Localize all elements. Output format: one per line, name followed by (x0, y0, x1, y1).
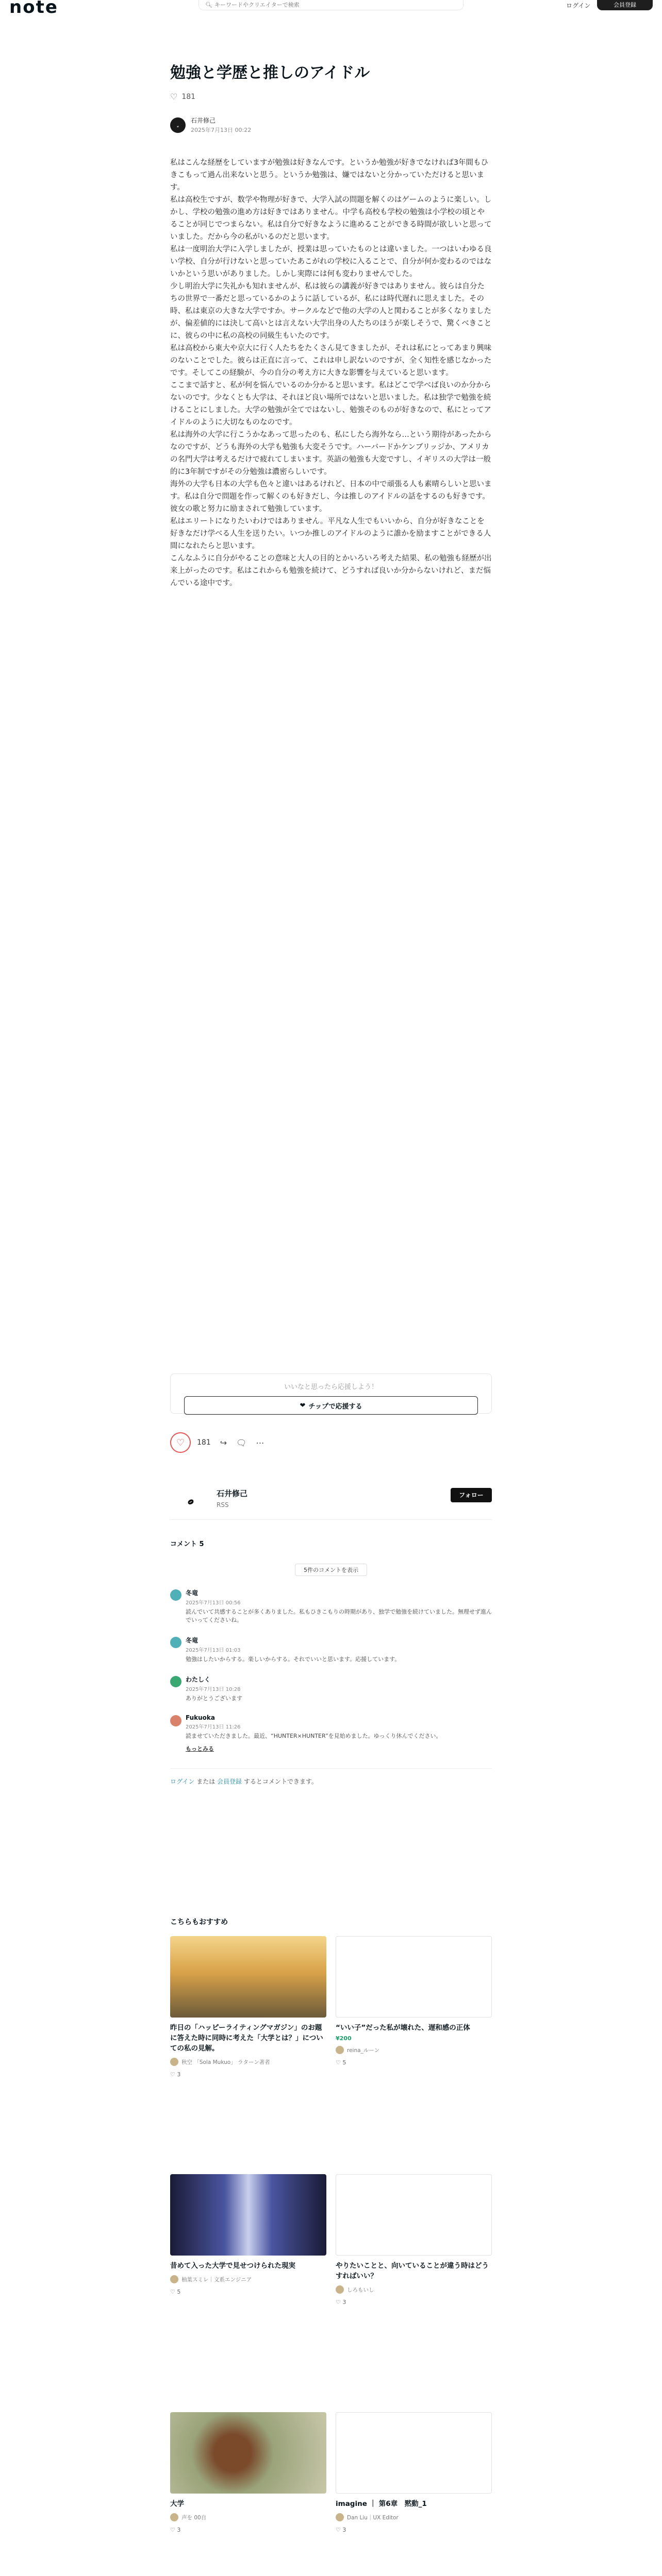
recommend-likes (170, 2289, 326, 2295)
paragraph: 少し明治大学に失礼かも知れませんが、私は彼らの講義が好きではありません。彼らは自分たちの世界で一番だと思っているかのように話しているが、私には時代遅れに思えました。その時、私は東京の大きな大学ですか。サークルなどで他の大学の人と関わることが多くなりましたが、偏差値的には決して高いとは言えない大学出身の人たちのほうが楽しそうで、驚くべきことに、彼らの中に私の高校の同級生もいたのです。 (170, 282, 492, 340)
share-icon[interactable]: ↪ (220, 1437, 227, 1448)
recommend-title[interactable]: 昔めて入った大学で見せつけられた現実 (170, 2262, 295, 2270)
comment-avatar[interactable] (170, 1676, 181, 1687)
recommend-author[interactable]: しろもいし (347, 2286, 374, 2293)
recommend-like-count: 5 (177, 2289, 181, 2295)
author-row (170, 116, 492, 134)
recommend-author[interactable]: Dan Liu｜UX Editor (347, 2514, 399, 2521)
paragraph: ここまで話すと、私が何を悩んでいるのか分かると思います。私はどこで学べば良いのか分からないのです。少なくとも大学は、それほど良い場所ではないと思いました。私は独学で勉強を続けることにしました。大学の勉強が全てではないし、勉強そのものが好きなので、私にとってアイドルのように大切なものなのです。 (170, 381, 491, 427)
recommend-author[interactable]: reina_ルーン (347, 2047, 380, 2054)
recommend-likes (170, 2527, 326, 2533)
recommend-author[interactable]: 秋空 「Sola Mukuo」 ラターン著者 (181, 2059, 270, 2065)
comment-date: 2025年7月13日 10:28 (186, 1687, 241, 1692)
recommend-meta (170, 2513, 326, 2521)
comments-heading: コメント 5 (170, 1540, 204, 1548)
comment-date: 2025年7月13日 00:56 (186, 1600, 241, 1606)
search-input[interactable] (214, 1, 452, 8)
article (170, 62, 492, 589)
heart-icon[interactable]: ♡ (170, 2527, 177, 2533)
paragraph: 私は高校生ですが、数学や物理が好きで、大学入試の問題を解くのはゲームのように楽しい。しかし、学校の勉強の進め方は好きではありません。中学も高校も学校の勉強は小学校の頃とやることが同じでつまらない。私は自分で好きなように進めることができる時間が欲しいと思っていました。だから今の私がいるのだと思います。 (170, 196, 492, 241)
paragraph: 海外の大学も日本の大学も色々と違いはあるけれど、日本の中で頑張る人も素晴らしいと思います。私は自分で問題を作って解くのも好きだし、今は推しのアイドルの話をするのも好きです。彼女の歌と努力に励まされて勉強しています。 (170, 480, 492, 513)
recommend-author-avatar[interactable] (336, 2285, 344, 2294)
profile-card (170, 1479, 492, 1520)
paragraph: 私はエリートになりたいわけではありません。平凡な人生でもいいから、自分が好きなことを好きなだけ学べる人生を送りたい。いつか推しのアイドルのように誰かを励ますことができる人間になれたらと思います。 (170, 517, 491, 550)
heart-icon[interactable]: ♡ (336, 2527, 343, 2533)
recommend-likes (336, 2059, 492, 2066)
recommend-like-count: 3 (177, 2071, 181, 2078)
recommend-author[interactable]: 柚葉スミレ｜文系エンジニア (181, 2276, 252, 2283)
recommend-card[interactable] (336, 2412, 492, 2576)
author-name[interactable]: 石井修己 (191, 117, 216, 124)
follow-button[interactable]: フォロー (451, 1488, 492, 1502)
note-logo[interactable]: note (9, 0, 58, 18)
tip-label: チップで応援する (308, 1402, 362, 1411)
login-note-mid: または (194, 1778, 218, 1785)
profile-name[interactable]: 石井修己 (217, 1489, 248, 1498)
tip-button[interactable] (184, 1396, 478, 1415)
recommend-thumbnail[interactable] (170, 1936, 326, 2018)
heart-icon[interactable]: ♡ (170, 2071, 177, 2078)
paragraph: 私は高校から東大や京大に行く人たちをたくさん見てきましたが、それは私にとってあまり興味のないことでした。彼らは正直に言って、これは申し訳ないのですが、全く知性を感じなかったです。そしてこの経験が、今の自分の考え方に大きな影響を与えていると思います。 (170, 344, 492, 377)
article-likes (170, 92, 492, 101)
comment-item (170, 1636, 492, 1664)
comment-date: 2025年7月13日 01:03 (186, 1648, 241, 1653)
recommend-likes (336, 2299, 492, 2306)
comment-icon[interactable]: 🗨︎ (236, 1437, 247, 1448)
comment-author[interactable]: Fukuoka (186, 1714, 215, 1721)
recommend-card[interactable] (336, 1936, 492, 2158)
comment-avatar[interactable] (170, 1589, 181, 1601)
recommend-author[interactable]: 声を 00自 (181, 2514, 207, 2521)
recommend-title[interactable]: “いい子”だった私が壊れた、遅和感の正体 (336, 2024, 470, 2032)
paragraph: 私は海外の大学に行こうかなあって思ったのも、私にしたら海外なら…という期待があったからなのですが、どうも海外の大学も勉強も大変そうです。ハーバードかケンブリッジか、アメリカの名門大学は考えるだけで疲れてしまいます。英語の勉強も大変ですし、イギリスの大学は一般的に3年制ですがその分勉強は濃密らしいです。 (170, 431, 492, 476)
comment-text: 読ませていただきました。最近、“HUNTER×HUNTER”を見始めました。ゆっくり休んでください。 (186, 1733, 442, 1739)
recommend-meta (336, 2285, 492, 2294)
recommend-author-avatar[interactable] (336, 2513, 344, 2521)
recommend-card[interactable] (170, 2412, 326, 2576)
heart-icon[interactable]: ♡ (170, 2289, 177, 2295)
recommend-section (170, 1917, 492, 2576)
recommend-grid (170, 1936, 492, 2576)
paragraph: こんなふうに自分がやることの意味と大人の目的とかいろいろ考えた結果、私の勉強も経歴が出来上がったのです。私はこれからも勉強を続けて、どうすれば良いか分からないけれど、まだ悩んでいる途中です。 (170, 554, 492, 587)
login-link[interactable]: ログイン (566, 2, 591, 9)
top-header (0, 0, 662, 18)
recommend-title[interactable]: 昨日の「ハッピーライティングマガジン」のお題に答えた時に同時に考えた「大学とは？」についての私の見解。 (170, 2024, 323, 2053)
search-icon: 🔍︎ (205, 2, 212, 8)
support-box (170, 1374, 492, 1414)
comments-section (170, 1538, 492, 1786)
recommend-author-avatar[interactable] (170, 2058, 178, 2066)
avatar[interactable]: 𝅗 (170, 117, 186, 133)
paragraph: 私は一度明治大学に入学しましたが、授業は思っていたものとは違いました。一つはいわゆる良い学校、自分が行けないと思っていたあこがれの学校に入ることで、自分が何か変わるのではないかという思いがありました。しかし実際には何も変わりませんでした。 (170, 245, 492, 278)
login-note (170, 1768, 492, 1786)
comment-item (170, 1675, 492, 1703)
more-icon[interactable]: ⋯ (256, 1437, 264, 1448)
recommend-likes (336, 2527, 492, 2533)
recommend-price: ¥200 (336, 2035, 352, 2042)
recommend-thumbnail[interactable] (336, 2174, 492, 2256)
recommend-card[interactable] (170, 2174, 326, 2396)
signup-button[interactable]: 会員登録 (597, 0, 653, 10)
recommend-author-avatar[interactable] (336, 2046, 344, 2054)
recommend-author-avatar[interactable] (170, 2275, 178, 2283)
comment-text: 読んでいて共感することが多くありました。私もひきこもりの時期があり、独学で勉強を続けていました。無理せず進んでいってくださいね。 (186, 1608, 492, 1623)
support-question: いいなと思ったら応援しよう！ (284, 1383, 378, 1391)
post-date: 2025年7月13日 00:22 (191, 127, 252, 133)
comment-date: 2025年7月13日 11:26 (186, 1724, 241, 1730)
signup-link-inline[interactable]: 会員登録 (217, 1778, 242, 1785)
tip-icon: ❤ (300, 1401, 306, 1410)
comment-avatar[interactable] (170, 1715, 181, 1726)
recommend-card[interactable] (336, 2174, 492, 2396)
like-count: 181 (197, 1438, 211, 1447)
comment-avatar[interactable] (170, 1637, 181, 1648)
recommend-heading: こちらもおすすめ (170, 1918, 228, 1926)
recommend-title[interactable]: imagine ｜ 第6章 黙動_1 (336, 2500, 427, 2508)
recommend-title[interactable]: 大学 (170, 2500, 184, 2508)
like-button[interactable]: ♡ (170, 1432, 191, 1453)
comment-author[interactable]: わたしく (186, 1676, 211, 1683)
comment-text: ありがとうございます (186, 1695, 242, 1702)
recommend-like-count: 3 (177, 2527, 181, 2533)
recommend-meta (170, 2275, 326, 2283)
recommend-thumbnail[interactable] (170, 2174, 326, 2256)
heart-icon[interactable]: ♡ (336, 2059, 343, 2066)
paragraph: 私はこんな経歴をしていますが勉強は好きなんです。というか勉強が好きでなければ3年間もひきこもって過ん出来ないと思う。というか勉強は、嫌ではないと分かっていただけると思います。 (170, 159, 489, 192)
comment-author[interactable]: 冬竜 (186, 1637, 198, 1644)
recommend-thumbnail[interactable] (336, 2412, 492, 2494)
article-title: 勉強と学歴と推しのアイドル (170, 64, 370, 82)
recommend-card[interactable] (170, 1936, 326, 2158)
recommend-author-avatar[interactable] (170, 2513, 178, 2521)
show-all-comments-button[interactable]: 5件のコメントを表示 (295, 1564, 367, 1576)
recommend-like-count: 3 (342, 2527, 346, 2533)
recommend-like-count: 3 (342, 2299, 346, 2306)
recommend-thumbnail[interactable] (170, 2412, 326, 2494)
comment-author[interactable]: 冬竜 (186, 1589, 198, 1597)
recommend-meta (170, 2058, 326, 2066)
comment-text: 勉強はしたいからする。楽しいからする。それでいいと思います。応援しています。 (186, 1656, 401, 1663)
comment-item (170, 1588, 492, 1624)
recommend-likes (170, 2071, 326, 2078)
recommend-like-count: 5 (342, 2059, 346, 2066)
recommend-meta (336, 2046, 492, 2054)
search-bar[interactable] (198, 0, 464, 10)
login-link-inline[interactable]: ログイン (170, 1778, 195, 1785)
more-link[interactable]: もっとみる (186, 1745, 214, 1752)
action-row (170, 1432, 492, 1453)
recommend-meta (336, 2513, 492, 2521)
recommend-title[interactable]: やりたいことと、向いていることが違う時はどうすればいい？ (336, 2262, 489, 2280)
comment-item (170, 1714, 492, 1753)
login-note-suffix: するとコメントできます。 (242, 1778, 318, 1785)
profile-avatar[interactable]: 𝅗 (174, 1481, 207, 1514)
article-like-count: 181 (181, 92, 196, 101)
heart-icon[interactable]: ♡ (336, 2299, 343, 2306)
rss-link[interactable]: RSS (217, 1501, 229, 1509)
heart-icon[interactable]: ♡ (170, 92, 178, 101)
recommend-thumbnail[interactable] (336, 1936, 492, 2018)
article-body (170, 157, 492, 589)
